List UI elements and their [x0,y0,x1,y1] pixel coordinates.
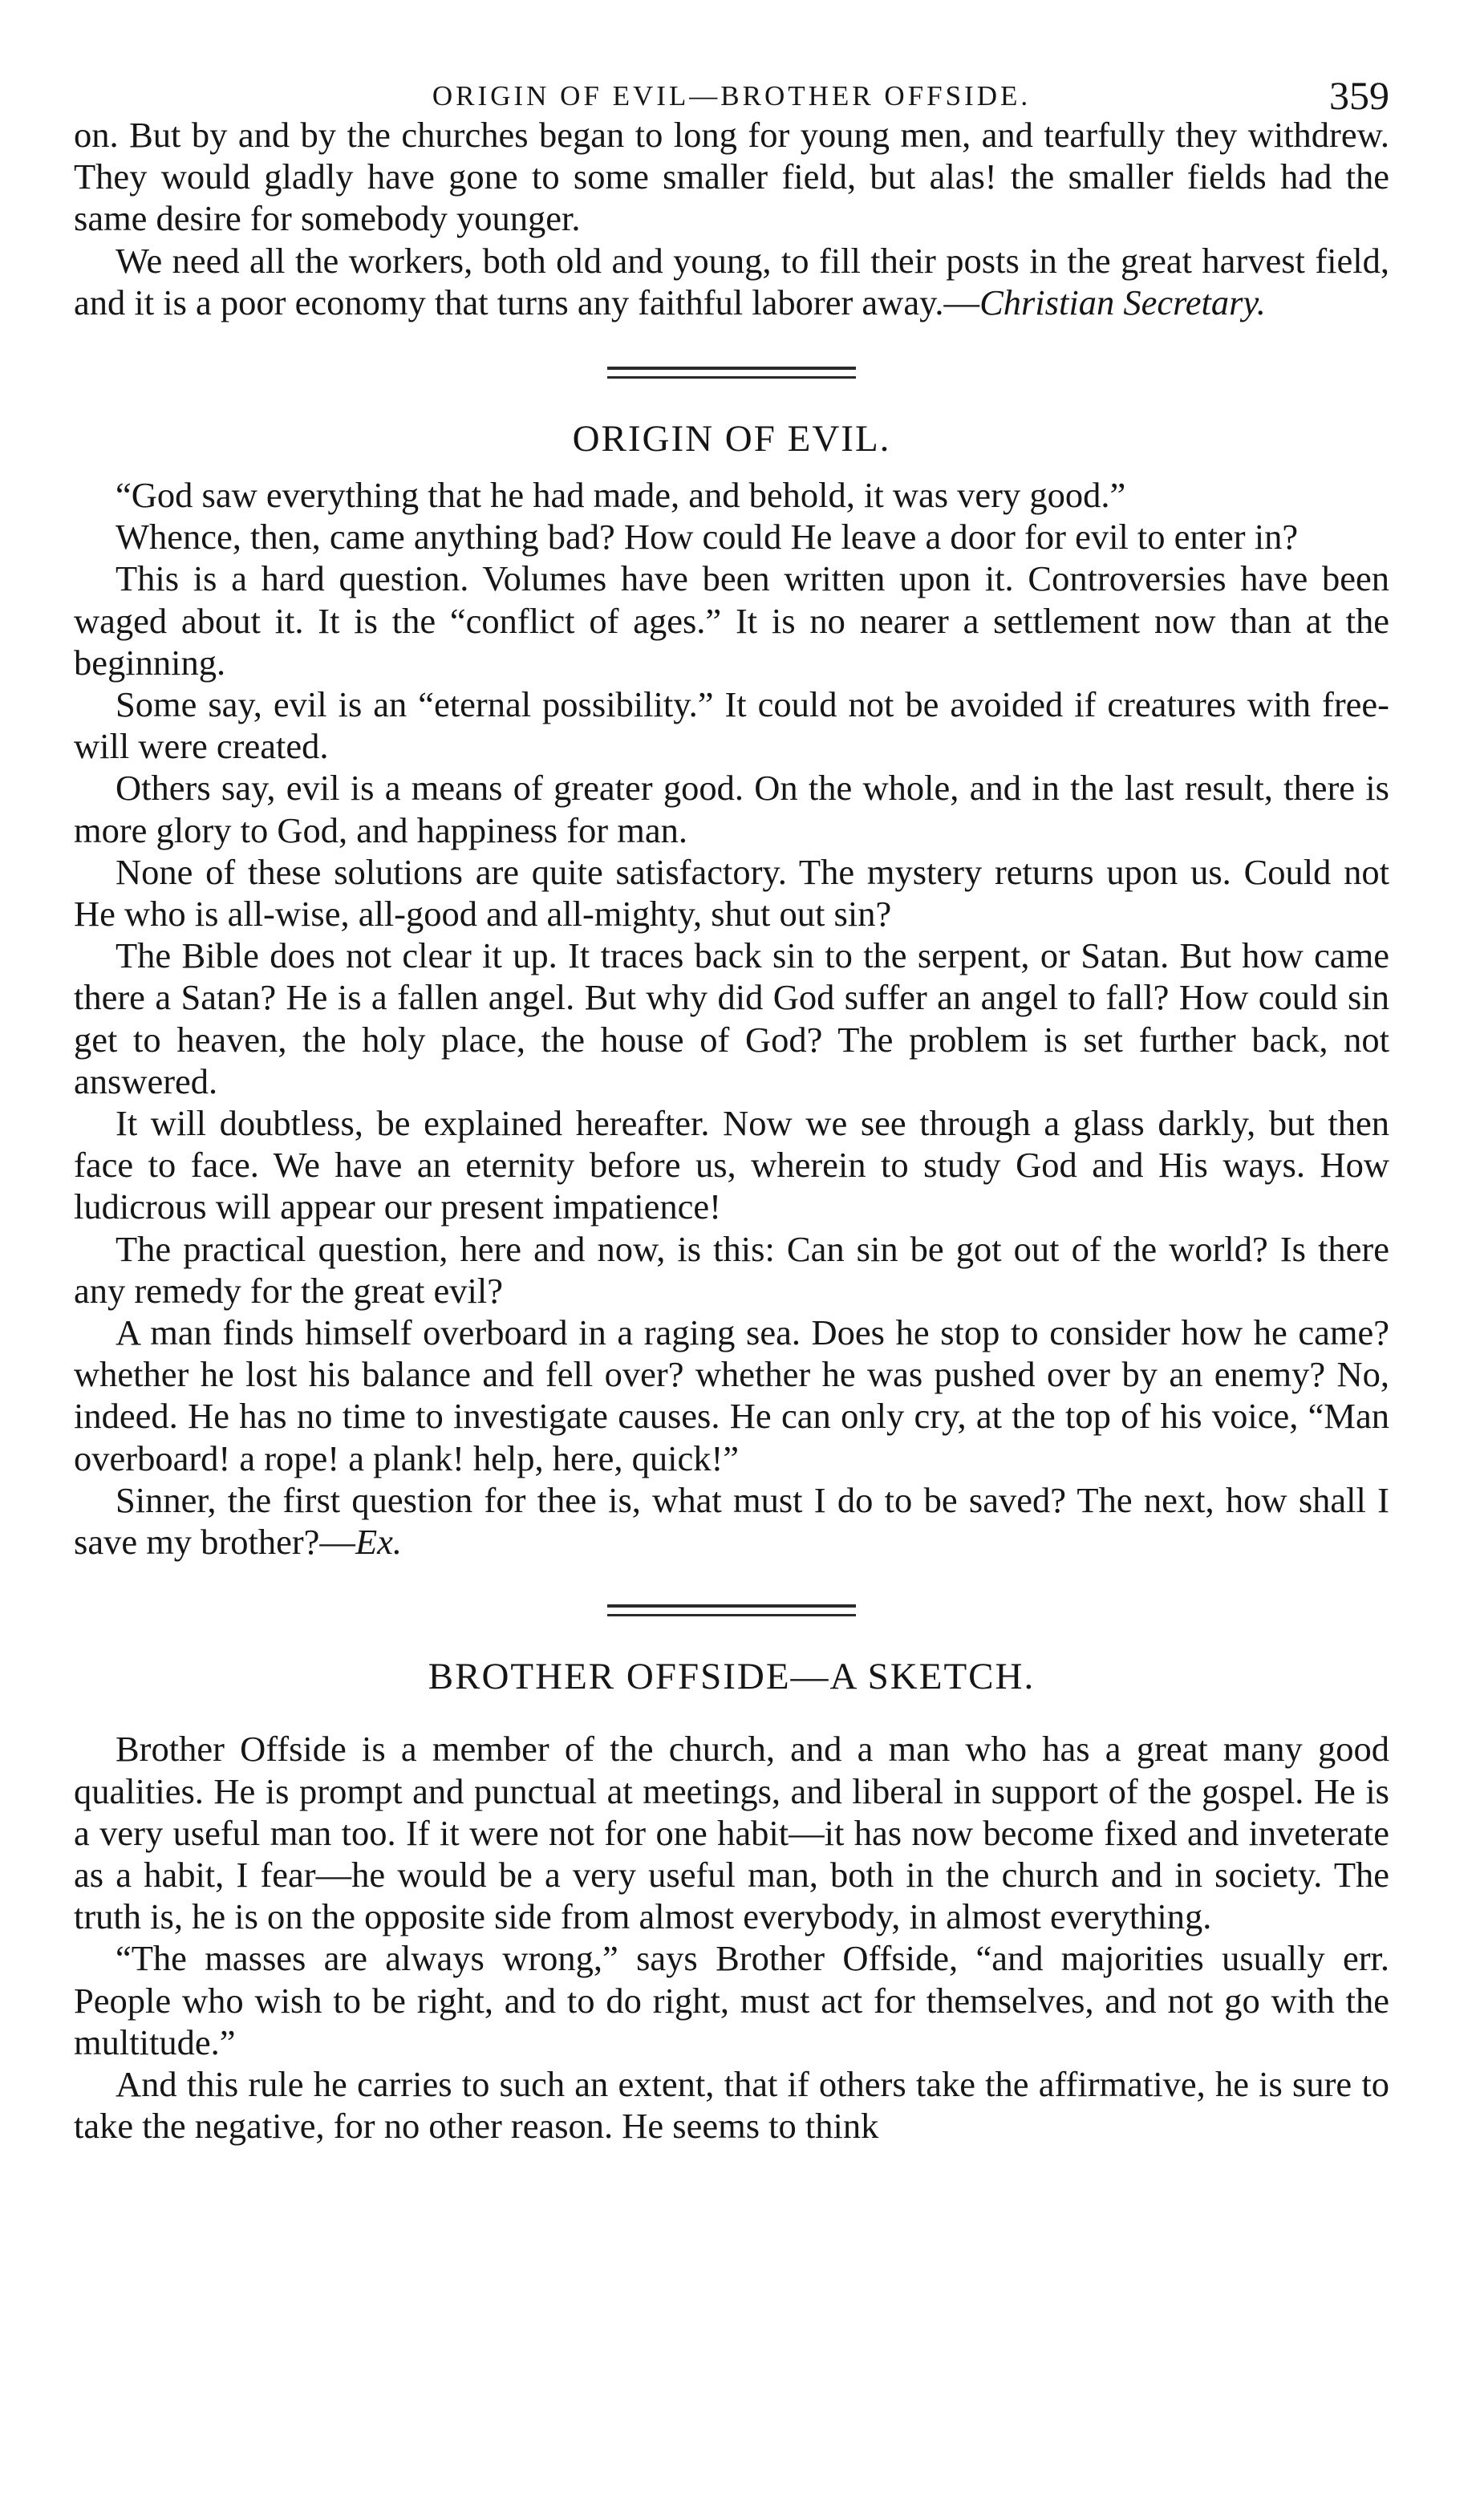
paragraph: Some say, evil is an “eternal possibility.” It could not be avoided if creatures with free-will were created. [74,684,1389,767]
paragraph: This is a hard question. Volumes have been written upon it. Controversies have been waged about it. It is the “conflict of ages.” It is no nearer a settlement now than at the beginning. [74,558,1389,683]
running-title: ORIGIN OF EVIL—BROTHER OFFSIDE. [432,80,1032,112]
source-attribution: Ex. [355,1522,402,1563]
paragraph: The practical question, here and now, is this: Can sin be got out of the world? Is there any remedy for the great evil? [74,1228,1389,1311]
paragraph: None of these solutions are quite satisfactory. The mystery returns upon us. Could not He who is all-wise, all-good and all-mighty, shut out sin? [74,851,1389,935]
paragraph: Whence, then, came anything bad? How could He leave a door for evil to enter in? [116,517,1299,558]
paragraph: It will doubtless, be explained hereafter. Now we see through a glass darkly, but then face to face. We have an eternity before us, wherein to study God and His ways. How ludicrous will appear our present impatience! [74,1103,1389,1227]
paragraph: Others say, evil is a means of greater good. On the whole, and in the last result, there is more glory to God, and happiness for man. [74,768,1389,850]
paragraph [74,240,1389,323]
paragraph-text: We need all the workers, both old and young, to fill their posts in the great harvest field, and it is a poor economy that turns any faithful laborer away.— [74,240,1389,322]
book-page [74,64,1389,2147]
paragraph: on. But by and by the churches began to long for young men, and tearfully they withdrew. They would gladly have gone to some smaller field, but alas! the smaller fields had the same desire for somebody younger. [74,115,1389,239]
paragraph: Brother Offside is a member of the church, and a man who has a great many good qualities. He is prompt and punctual at meetings, and liberal in support of the gospel. He is a very useful man too. If it were not for one habit—it has now become fixed and inveterate as a habit, I fear—he would be a very useful man, both in the church and in society. The truth is, he is on the opposite side from almost everybody, in almost everything. [74,1729,1389,1937]
previous-article-ending [74,114,1389,323]
section-divider [607,1604,856,1620]
article-origin-of-evil [74,415,1389,1563]
paragraph: A man finds himself overboard in a raging sea. Does he stop to consider how he came? whether he lost his balance and fell over? whether he was pushed over by an enemy? No, indeed. He has no time to investigate causes. He can only cry, at the top of his voice, “Man overboard! a rope! a plank! help, here, quick!” [74,1312,1389,1478]
page-number: 359 [1329,73,1389,118]
article-title: ORIGIN OF EVIL. [572,418,891,460]
source-attribution: Christian Secretary. [979,282,1266,322]
section-divider [607,367,856,383]
paragraph: “God saw everything that he had made, and behold, it was very good.” [116,475,1126,516]
paragraph: The Bible does not clear it up. It traces back sin to the serpent, or Satan. But how came there a Satan? He is a fallen angel. But why did God suffer an angel to fall? How could sin get to heaven, the holy place, the house of God? The problem is set further back, not answered. [74,935,1389,1101]
paragraph-text: Sinner, the first question for thee is, what must I do to be saved? The next, how shall I save my brother?— [74,1479,1389,1563]
paragraph [74,1479,1389,1563]
article-title: BROTHER OFFSIDE—A SKETCH. [428,1656,1036,1698]
article-brother-offside [74,1652,1389,2147]
paragraph: And this rule he carries to such an extent, that if others take the affirmative, he is sure to take the negative, for no other reason. He seems to think [74,2063,1389,2147]
paragraph: “The masses are always wrong,” says Brother Offside, “and majorities usually err. People who wish to be right, and to do right, must act for themselves, and not go with the multitude.” [74,1938,1389,2062]
running-head [74,64,1389,118]
